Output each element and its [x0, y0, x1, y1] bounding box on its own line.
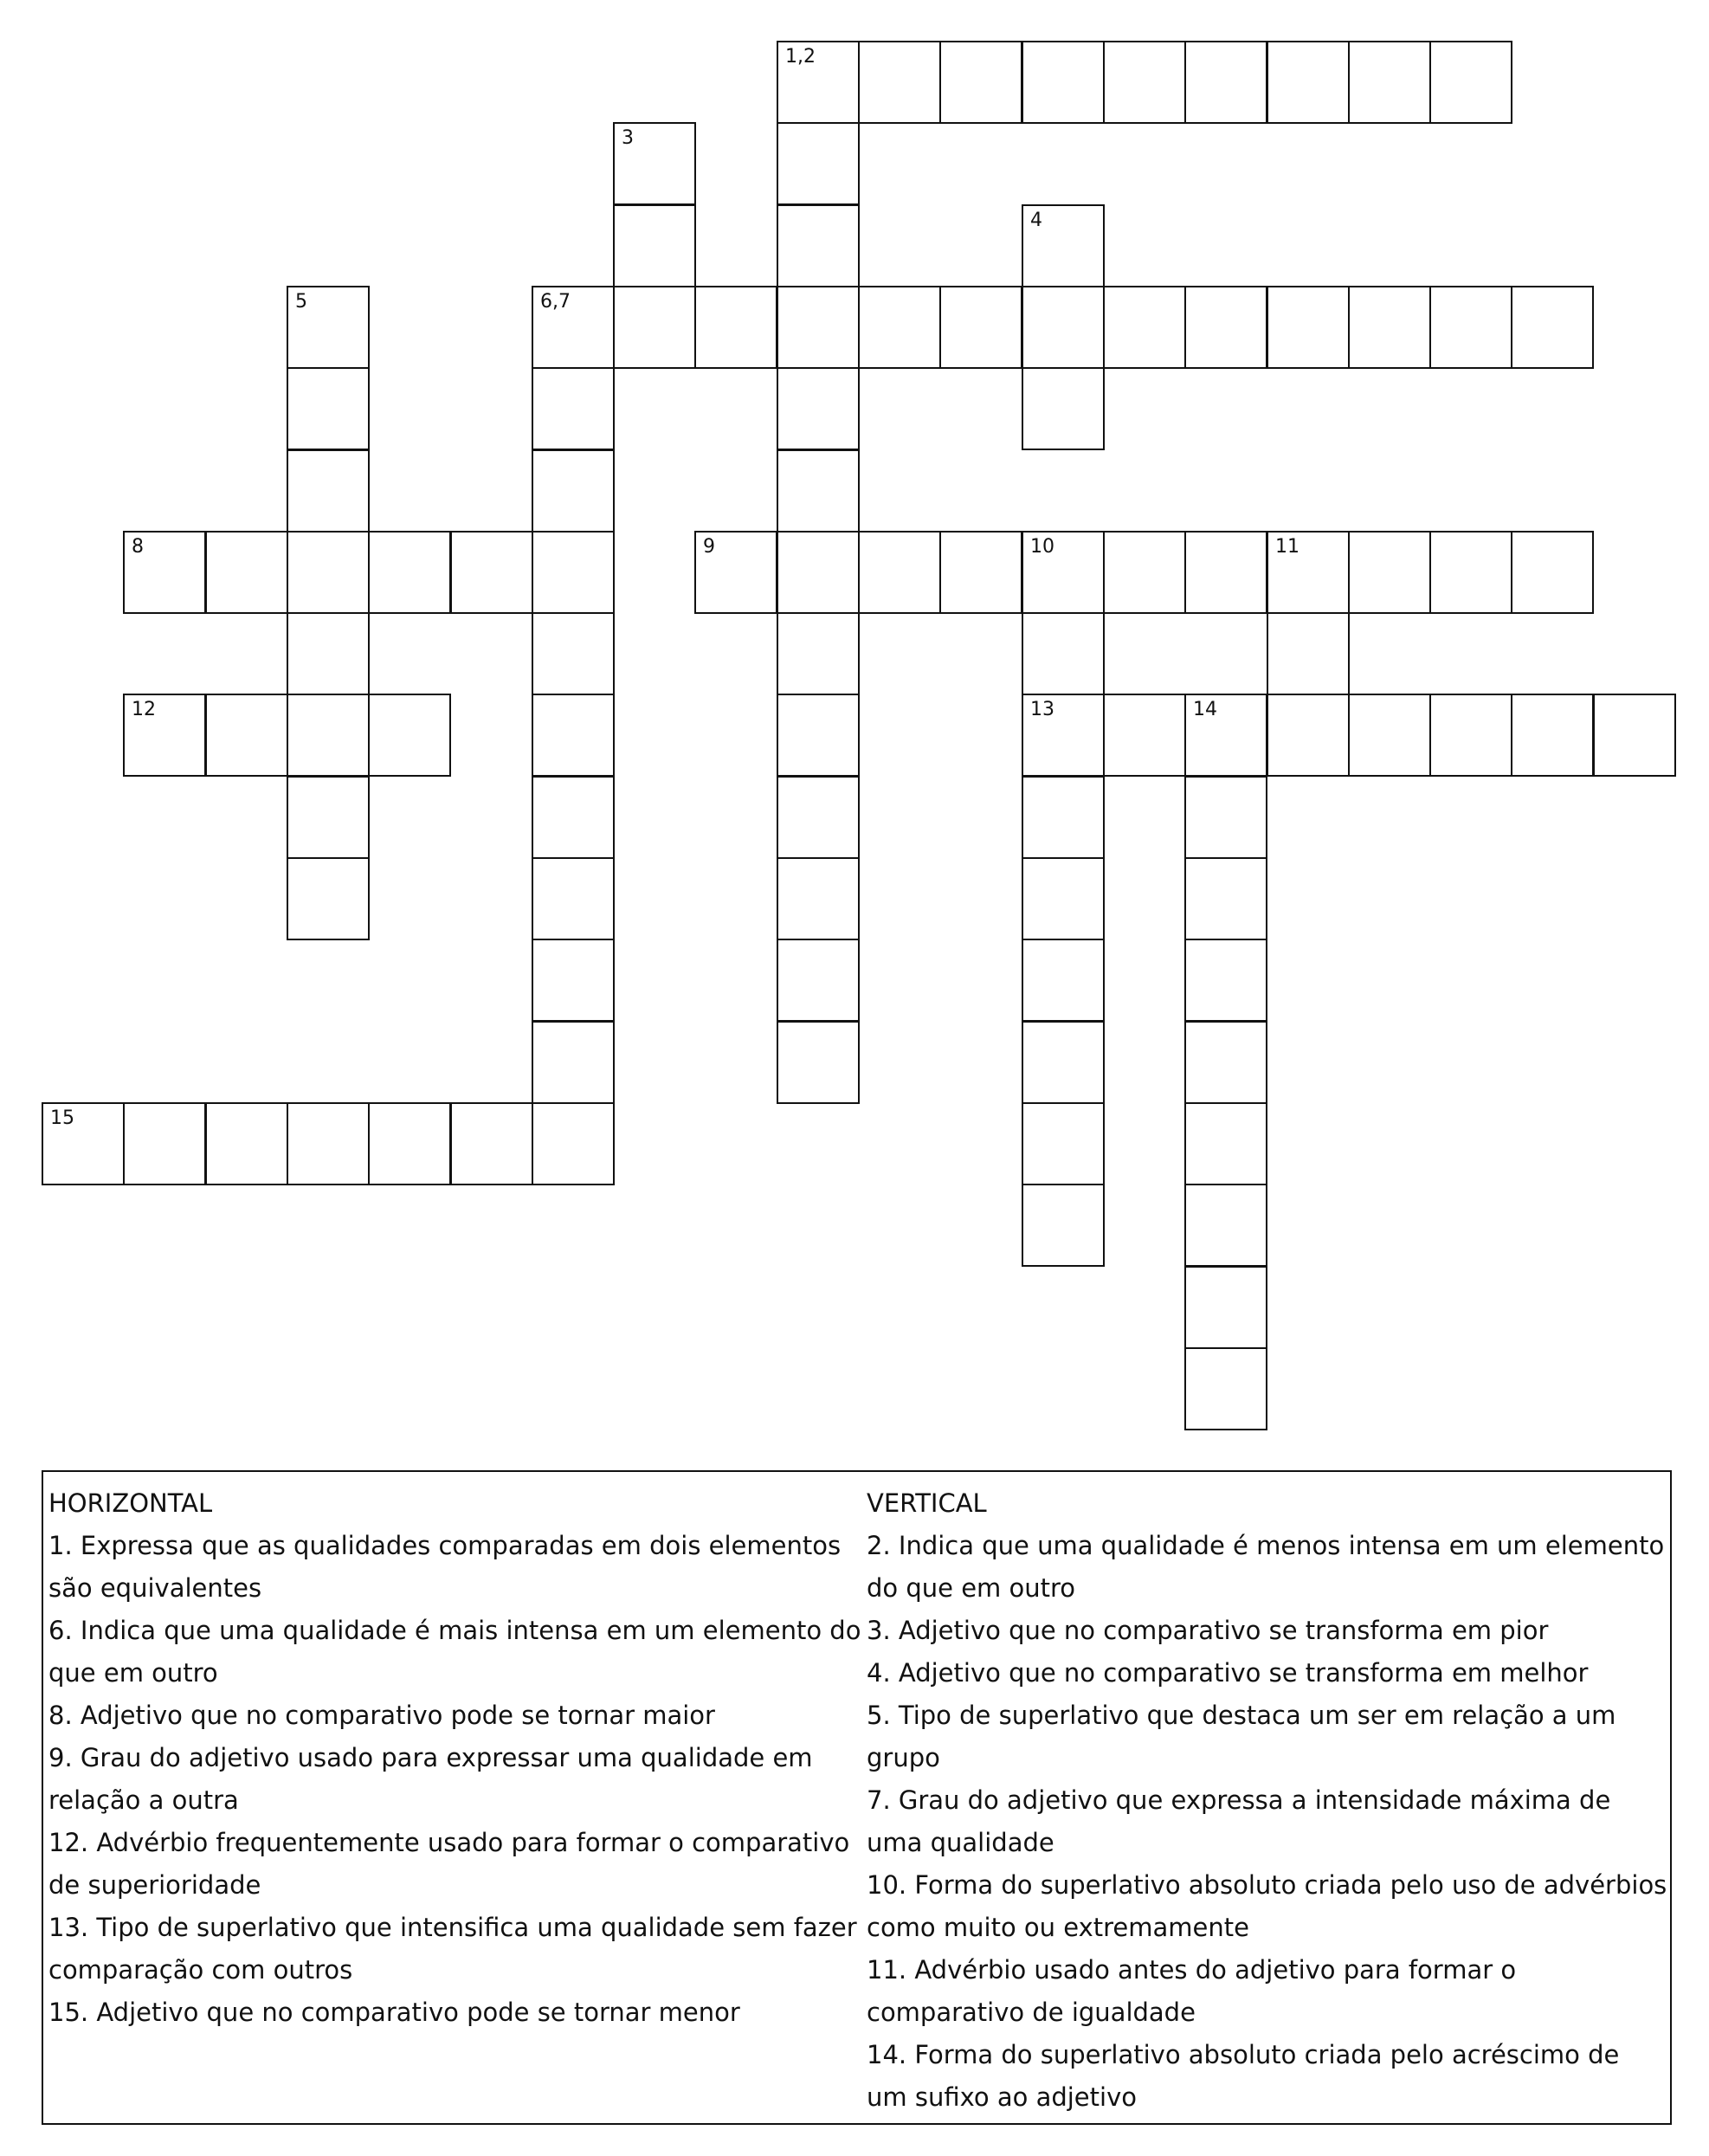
crossword-cell[interactable]	[1103, 531, 1186, 614]
clue-down-7: 7. Grau do adjetivo que expressa a intensidade máxima de uma qualidade	[867, 1785, 1611, 1857]
clue-number: 3	[622, 127, 634, 149]
clue-across-9: 9. Grau do adjetivo usado para expressar uma qualidade em relação a outra	[48, 1743, 813, 1815]
clues-panel	[42, 1470, 1672, 2125]
crossword-cell[interactable]	[939, 286, 1022, 369]
clue-across-8: 8. Adjetivo que no comparativo pode se tornar maior	[48, 1701, 715, 1730]
crossword-cell[interactable]	[287, 449, 370, 533]
crossword-cell[interactable]	[287, 1102, 370, 1185]
crossword-cell[interactable]	[368, 694, 451, 777]
crossword-cell[interactable]	[777, 41, 860, 124]
crossword-cell[interactable]	[1429, 531, 1512, 614]
crossword-cell[interactable]	[1022, 1184, 1105, 1267]
crossword-cell[interactable]	[1267, 41, 1350, 124]
crossword-cell[interactable]	[123, 531, 206, 614]
clue-number: 12	[132, 699, 156, 720]
crossword-cell[interactable]	[1022, 857, 1105, 940]
clue-down-4: 4. Adjetivo que no comparativo se transforma em melhor	[867, 1658, 1589, 1688]
crossword-cell[interactable]	[1022, 776, 1105, 859]
crossword-cell[interactable]	[287, 286, 370, 369]
crossword-cell[interactable]	[1184, 857, 1267, 940]
clue-across-15: 15. Adjetivo que no comparativo pode se tornar menor	[48, 1998, 740, 2027]
crossword-cell[interactable]	[532, 1021, 615, 1104]
clue-across-12: 12. Advérbio frequentemente usado para formar o comparativo de superioridade	[48, 1828, 850, 1900]
clue-number: 6,7	[540, 291, 571, 313]
crossword-cell[interactable]	[1022, 531, 1105, 614]
crossword-cell[interactable]	[1429, 694, 1512, 777]
crossword-cell[interactable]	[1103, 41, 1186, 124]
crossword-cell[interactable]	[613, 204, 696, 287]
crossword-cell[interactable]	[532, 939, 615, 1022]
crossword-cell[interactable]	[1103, 694, 1186, 777]
crossword-cell[interactable]	[368, 531, 451, 614]
crossword-cell[interactable]	[1022, 1021, 1105, 1104]
crossword-cell[interactable]	[1022, 694, 1105, 777]
crossword-cell[interactable]	[777, 449, 860, 533]
clue-number: 5	[295, 291, 307, 313]
clue-across-1: 1. Expressa que as qualidades comparadas em dois elementos são equivalentes	[48, 1531, 842, 1603]
crossword-cell[interactable]	[777, 857, 860, 940]
crossword-cell[interactable]	[287, 612, 370, 695]
crossword-cell[interactable]	[287, 367, 370, 450]
crossword-cell[interactable]	[1511, 286, 1594, 369]
crossword-cell[interactable]	[777, 776, 860, 859]
clue-number: 8	[132, 536, 144, 558]
crossword-cell[interactable]	[613, 286, 696, 369]
crossword-cell[interactable]	[1022, 939, 1105, 1022]
crossword-cell[interactable]	[532, 1102, 615, 1185]
crossword-cell[interactable]	[1022, 204, 1105, 287]
clue-number: 4	[1030, 210, 1042, 231]
crossword-cell[interactable]	[205, 694, 288, 777]
crossword-cell[interactable]	[1267, 694, 1350, 777]
crossword-cell[interactable]	[777, 531, 860, 614]
clue-down-11: 11. Advérbio usado antes do adjetivo para formar o comparativo de igualdade	[867, 1955, 1517, 2027]
crossword-cell[interactable]	[205, 1102, 288, 1185]
crossword-cell[interactable]	[123, 1102, 206, 1185]
crossword-cell[interactable]	[777, 1021, 860, 1104]
crossword-cell[interactable]	[42, 1102, 125, 1185]
crossword-cell[interactable]	[1348, 531, 1431, 614]
crossword-cell[interactable]	[287, 857, 370, 940]
clue-number: 10	[1030, 536, 1054, 558]
crossword-cell[interactable]	[1267, 286, 1350, 369]
crossword-cell[interactable]	[939, 41, 1022, 124]
clue-number: 11	[1275, 536, 1299, 558]
crossword-cell[interactable]	[777, 612, 860, 695]
crossword-cell[interactable]	[1022, 367, 1105, 450]
crossword-cell[interactable]	[368, 1102, 451, 1185]
crossword-cell[interactable]	[777, 367, 860, 450]
clue-down-5: 5. Tipo de superlativo que destaca um ser em relação a um grupo	[867, 1701, 1616, 1772]
crossword-cell[interactable]	[1348, 286, 1431, 369]
clue-number: 1,2	[785, 46, 816, 68]
crossword-cell[interactable]	[1267, 612, 1350, 695]
crossword-cell[interactable]	[1022, 1102, 1105, 1185]
crossword-cell[interactable]	[287, 776, 370, 859]
crossword-cell[interactable]	[1022, 286, 1105, 369]
crossword-cell[interactable]	[1184, 286, 1267, 369]
crossword-cell[interactable]	[532, 694, 615, 777]
crossword-cell[interactable]	[1184, 1102, 1267, 1185]
crossword-cell[interactable]	[532, 612, 615, 695]
crossword-cell[interactable]	[1022, 612, 1105, 695]
crossword-cell[interactable]	[777, 286, 860, 369]
clue-number: 14	[1193, 699, 1217, 720]
crossword-cell[interactable]	[532, 367, 615, 450]
clue-across-13: 13. Tipo de superlativo que intensifica uma qualidade sem fazer comparação com outros	[48, 1913, 857, 1985]
crossword-cell[interactable]	[1267, 531, 1350, 614]
horizontal-clues	[48, 1482, 862, 2034]
crossword-cell[interactable]	[123, 694, 206, 777]
crossword-cell[interactable]	[1184, 694, 1267, 777]
clue-number: 9	[703, 536, 715, 558]
crossword-cell[interactable]	[450, 1102, 533, 1185]
crossword-cell[interactable]	[532, 531, 615, 614]
crossword-cell[interactable]	[939, 531, 1022, 614]
crossword-cell[interactable]	[532, 857, 615, 940]
crossword-cell[interactable]	[1184, 939, 1267, 1022]
crossword-cell[interactable]	[694, 531, 777, 614]
crossword-cell[interactable]	[777, 694, 860, 777]
crossword-cell[interactable]	[1022, 41, 1105, 124]
crossword-cell[interactable]	[1184, 1266, 1267, 1349]
horizontal-heading: HORIZONTAL	[48, 1488, 213, 1518]
crossword-cell[interactable]	[1511, 531, 1594, 614]
clue-across-6: 6. Indica que uma qualidade é mais intensa em um elemento do que em outro	[48, 1616, 861, 1688]
crossword-cell[interactable]	[1184, 1347, 1267, 1430]
crossword-cell[interactable]	[1593, 694, 1676, 777]
clue-down-10: 10. Forma do superlativo absoluto criada pelo uso de advérbios como muito ou extremamente	[867, 1870, 1667, 1942]
crossword-cell[interactable]	[1511, 694, 1594, 777]
crossword-cell[interactable]	[532, 776, 615, 859]
crossword-cell[interactable]	[1429, 286, 1512, 369]
crossword-cell[interactable]	[613, 122, 696, 205]
crossword-cell[interactable]	[532, 449, 615, 533]
crossword-cell[interactable]	[287, 694, 370, 777]
crossword-cell[interactable]	[1184, 1184, 1267, 1267]
crossword-cell[interactable]	[1184, 41, 1267, 124]
crossword-cell[interactable]	[287, 531, 370, 614]
crossword-cell[interactable]	[1184, 1021, 1267, 1104]
clue-down-3: 3. Adjetivo que no comparativo se transforma em pior	[867, 1616, 1549, 1645]
vertical-clues	[867, 1482, 1667, 2119]
clue-down-14: 14. Forma do superlativo absoluto criada pelo acréscimo de um sufixo ao adjetivo	[867, 2040, 1620, 2112]
crossword-cell[interactable]	[1429, 41, 1512, 124]
crossword-cell[interactable]	[1348, 41, 1431, 124]
crossword-cell[interactable]	[858, 286, 941, 369]
crossword-cell[interactable]	[1184, 531, 1267, 614]
clue-down-2: 2. Indica que uma qualidade é menos intensa em um elemento do que em outro	[867, 1531, 1665, 1603]
crossword-cell[interactable]	[777, 122, 860, 205]
crossword-cell[interactable]	[1103, 286, 1186, 369]
crossword-cell[interactable]	[532, 286, 615, 369]
crossword-cell[interactable]	[1184, 776, 1267, 859]
crossword-cell[interactable]	[205, 531, 288, 614]
crossword-cell[interactable]	[858, 531, 941, 614]
crossword-cell[interactable]	[694, 286, 777, 369]
clue-number: 15	[50, 1107, 74, 1129]
crossword-cell[interactable]	[450, 531, 533, 614]
clue-number: 13	[1030, 699, 1054, 720]
crossword-cell[interactable]	[777, 204, 860, 287]
crossword-cell[interactable]	[858, 41, 941, 124]
crossword-cell[interactable]	[1348, 694, 1431, 777]
vertical-heading: VERTICAL	[867, 1488, 987, 1518]
crossword-cell[interactable]	[777, 939, 860, 1022]
